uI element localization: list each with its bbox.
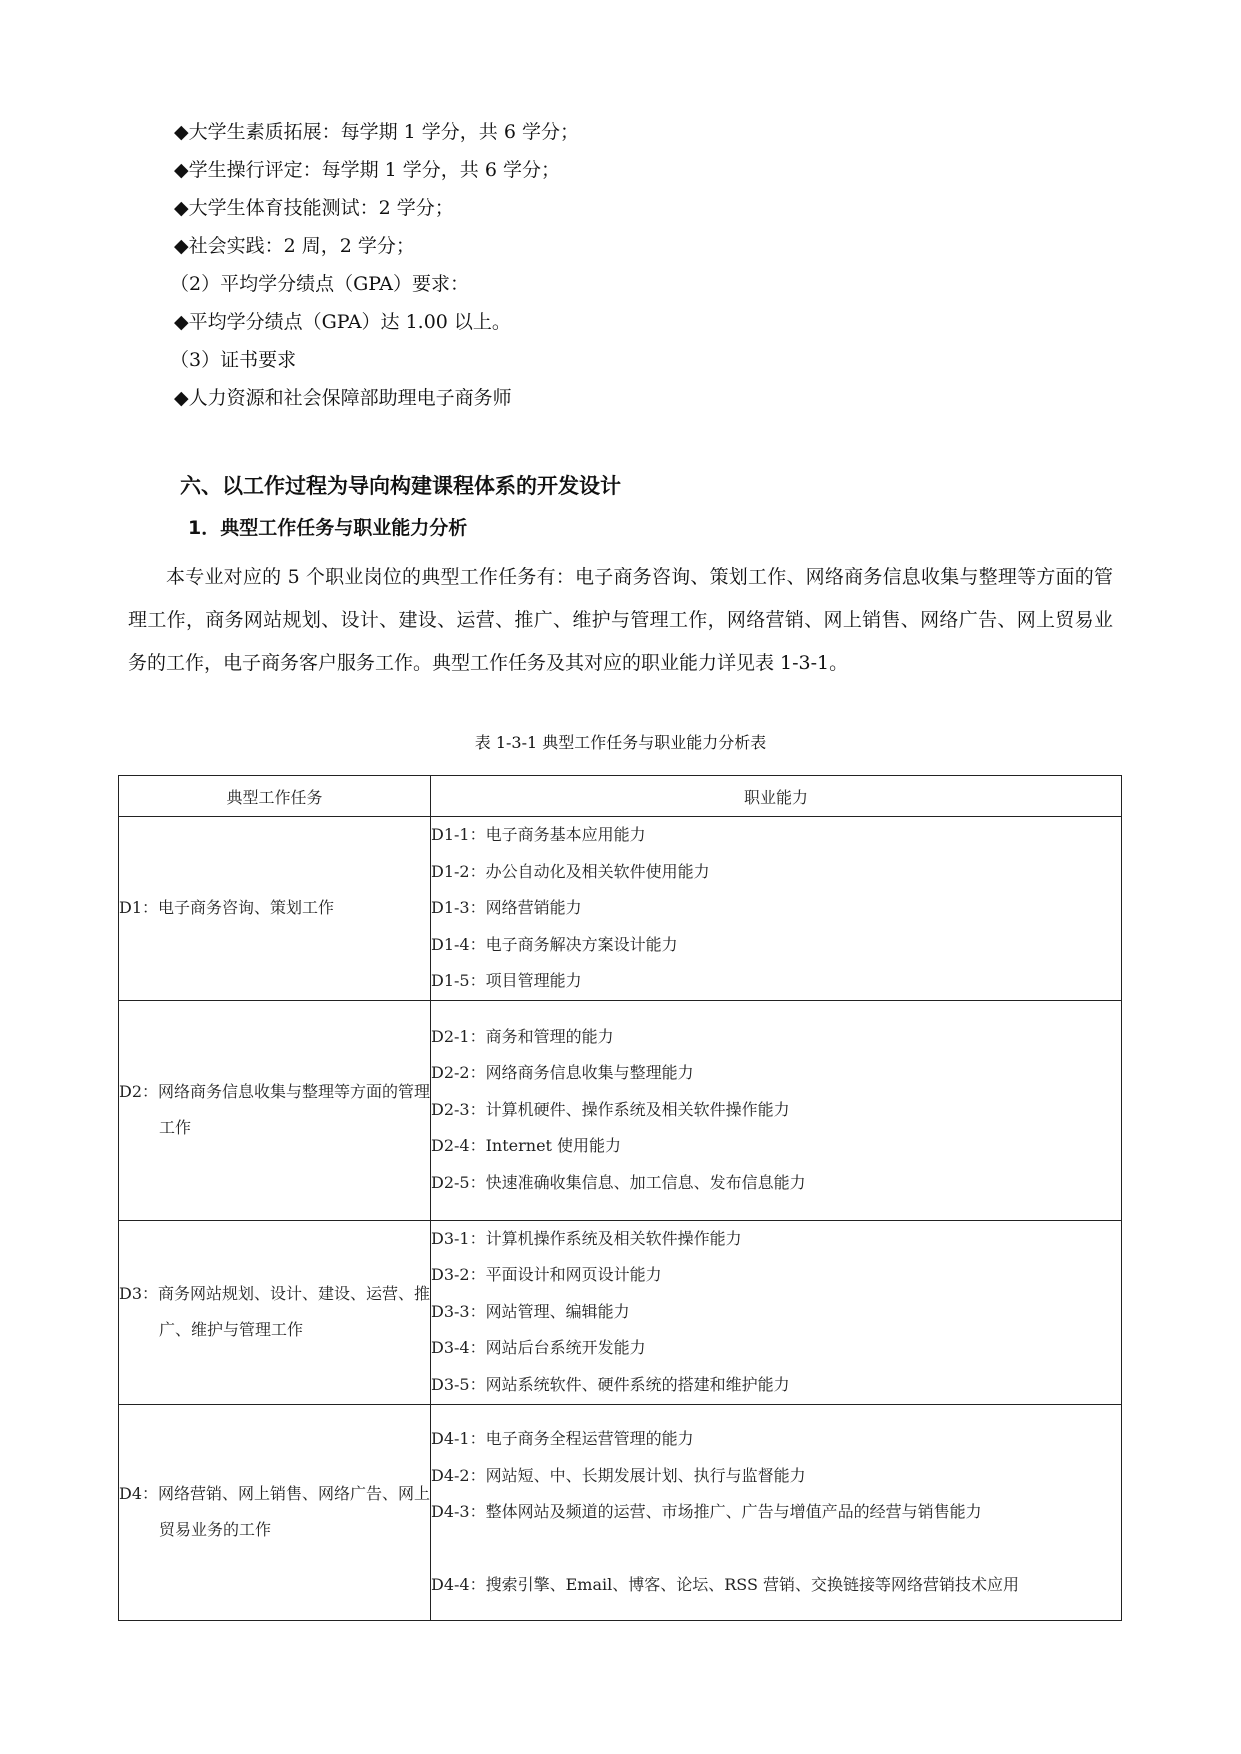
requirement-subheading: （2）平均学分绩点（GPA）要求： <box>170 273 470 295</box>
ability-item: D4-2：网站短、中、长期发展计划、执行与监督能力 <box>431 1465 806 1485</box>
ability-item: D3-4：网站后台系统开发能力 <box>431 1338 646 1358</box>
ability-cell <box>431 817 1122 1001</box>
requirement-item: ◆社会实践：2 周，2 学分； <box>174 235 415 257</box>
table-row <box>119 1404 1122 1620</box>
table-caption: 表 1-3-1 典型工作任务与职业能力分析表 <box>474 733 767 752</box>
table-row <box>119 1000 1122 1220</box>
column-header-task: 典型工作任务 <box>119 776 431 817</box>
ability-item: D3-3：网站管理、编辑能力 <box>431 1301 630 1321</box>
ability-item: D3-1：计算机操作系统及相关软件操作能力 <box>431 1228 742 1248</box>
requirement-item: ◆大学生素质拓展：每学期 1 学分，共 6 学分； <box>174 121 579 143</box>
body-paragraph: 本专业对应的 5 个职业岗位的典型工作任务有：电子商务咨询、策划工作、网络商务信息收集与整理等方面的管理工作，商务网站规划、设计、建设、运营、推广、维护与管理工作，网络营销、网上销售、网络广告、网上贸易业务的工作，电子商务客户服务工作。典型工作任务及其对应的职业能力详见表 1-3-1。 <box>128 566 1113 674</box>
ability-item: D1-4：电子商务解决方案设计能力 <box>431 934 678 954</box>
ability-item: D2-1：商务和管理的能力 <box>431 1026 614 1046</box>
subsection-heading: 1．典型工作任务与职业能力分析 <box>188 517 468 539</box>
task-text: D2：网络商务信息收集与整理等方面的管理工作 <box>119 1082 431 1137</box>
requirement-item: ◆平均学分绩点（GPA）达 1.00 以上。 <box>174 311 511 333</box>
section-heading: 六、以工作过程为导向构建课程体系的开发设计 <box>180 474 621 498</box>
spacer <box>431 1531 1121 1567</box>
task-text: D4：网络营销、网上销售、网络广告、网上贸易业务的工作 <box>119 1484 431 1539</box>
ability-item: D3-2：平面设计和网页设计能力 <box>431 1265 662 1285</box>
ability-item: D3-5：网站系统软件、硬件系统的搭建和维护能力 <box>431 1374 790 1394</box>
ability-cell <box>431 1000 1122 1220</box>
ability-item: D4-3：整体网站及频道的运营、市场推广、广告与增值产品的经营与销售能力 <box>431 1502 982 1521</box>
task-cell <box>119 1000 431 1220</box>
ability-item: D2-2：网络商务信息收集与整理能力 <box>431 1063 694 1083</box>
ability-item: D1-5：项目管理能力 <box>431 971 582 990</box>
ability-item: D2-4：Internet 使用能力 <box>431 1136 622 1156</box>
task-text: D1：电子商务咨询、策划工作 <box>119 898 335 918</box>
requirement-subheading: （3）证书要求 <box>170 349 297 371</box>
ability-item: D2-5：快速准确收集信息、加工信息、发布信息能力 <box>431 1172 806 1192</box>
table-row <box>119 817 1122 1001</box>
requirement-item: ◆学生操行评定：每学期 1 学分，共 6 学分； <box>174 159 560 181</box>
table-row <box>119 1220 1122 1404</box>
table-header-row <box>119 776 1122 817</box>
task-ability-table <box>118 775 1122 1621</box>
ability-item: D1-2：办公自动化及相关软件使用能力 <box>431 861 710 881</box>
ability-cell <box>431 1220 1122 1404</box>
column-header-ability: 职业能力 <box>431 776 1122 817</box>
ability-cell <box>431 1404 1122 1620</box>
ability-item: D1-1：电子商务基本应用能力 <box>431 825 646 844</box>
requirement-item: ◆人力资源和社会保障部助理电子商务师 <box>174 387 512 409</box>
task-cell <box>119 817 431 1001</box>
ability-item: D4-1：电子商务全程运营管理的能力 <box>431 1429 694 1448</box>
task-cell <box>119 1220 431 1404</box>
task-text: D3：商务网站规划、设计、建设、运营、推广、维护与管理工作 <box>119 1284 431 1339</box>
requirement-item: ◆大学生体育技能测试：2 学分； <box>174 197 454 219</box>
ability-item: D4-4：搜索引擎、Email、博客、论坛、RSS 营销、交换链接等网络营销技术应用 <box>431 1574 1019 1594</box>
ability-item: D2-3：计算机硬件、操作系统及相关软件操作能力 <box>431 1099 790 1119</box>
ability-item: D1-3：网络营销能力 <box>431 898 582 917</box>
task-cell <box>119 1404 431 1620</box>
